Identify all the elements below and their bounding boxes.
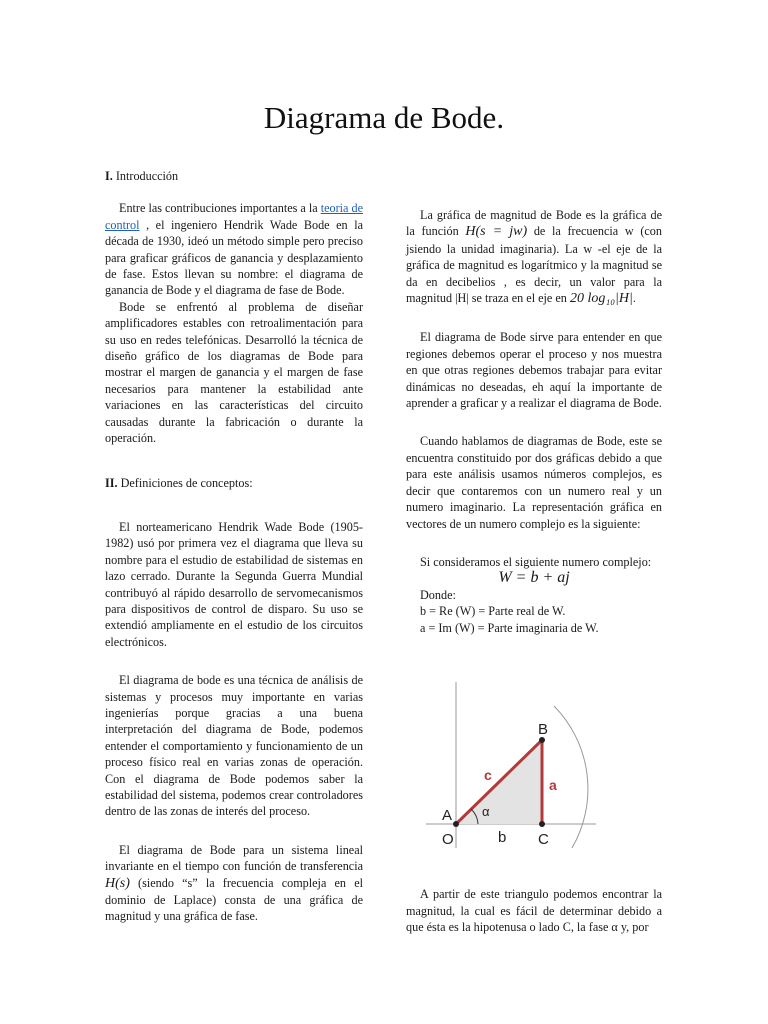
hjw-math: H(s = jw) — [465, 224, 528, 240]
label-c: c — [484, 767, 492, 783]
transfer-function-math: H(s) — [105, 875, 130, 891]
label-b: b — [498, 829, 507, 846]
paragraph-magnitud: La gráfica de magnitud de Bode es la gráfica de la función H(s = jw) de la frecuencia w (con jsiendo la unidad imaginaria). La w -el eje de la gráfica de magnitud es logarítmico y la magnitud se da en decibelios , es decir, un valor para la magnitud |H| se traza en el eje en 20 log₁₀|H|. — [406, 208, 662, 307]
paragraph-complejos: Cuando hablamos de diagramas de Bode, este se encuentra constituido por dos gráficas debido a que para este análisis usamos números complejos, es decir que contaremos con un numero real y un numero imaginario. La representación gráfica en vectores de un numero complejo es la siguiente: — [406, 434, 662, 531]
point-c — [539, 821, 545, 827]
label-O: O — [442, 831, 454, 848]
point-a — [453, 821, 459, 827]
label-C: C — [538, 831, 549, 848]
paragraph-sistema-lineal: El diagrama de Bode para un sistema lineal invariante en el tiempo con función de transferencia H(s) (siendo “s” la frecuencia compleja en el dominio de Laplace) consta de una gráfica de magnitud y una gráfica de fase. — [105, 842, 363, 924]
label-B: B — [538, 721, 549, 738]
paragraph-sirve: El diagrama de Bode sirve para entender en que regiones debemos operar el proceso y nos muestra en que otras regiones debemos trabajar para evitar dinámicas no deseadas, eh aquí la importante de aprender a graficar y a realizar el diagrama de Bode. — [406, 330, 662, 411]
section-number: II. — [105, 475, 118, 490]
section-heading-definiciones — [105, 475, 363, 491]
def-b: b = Re (W) = Parte real de W. — [420, 604, 566, 619]
paragraph-norteamericano: El norteamericano Hendrik Wade Bode (1905-1982) usó por primera vez el diagrama que lleva su nombre para el estudio de estabilidad de sistemas en lazo cerrado. Durante la Segunda Guerra Mundial contribuyó al rápido desarrollo de servomecanismos para dispositivos de control de disparo. Su uso se extendió ampliamente en el estudio de los circuitos electrónicos. — [105, 519, 363, 649]
def-a: a = Im (W) = Parte imaginaria de W. — [420, 620, 599, 635]
section-heading-introduccion — [105, 168, 363, 184]
left-column — [105, 168, 363, 925]
label-alpha: α — [482, 804, 490, 819]
right-column — [406, 207, 662, 636]
complex-equation: W = b + aj — [498, 569, 570, 587]
paragraph-triangulo: A partir de este triangulo podemos encontrar la magnitud, la cual es fácil de determinar debido a que ésta es la hipotenusa o lado C, la fase α y, por — [406, 887, 662, 934]
label-a: a — [549, 777, 557, 793]
label-A: A — [442, 807, 453, 824]
paragraph-tecnica: El diagrama de bode es una técnica de análisis de sistemas y procesos muy importante en varias ingenierías porque gracias a una buena interpretación del diagrama de Bode, podemos entender el comportamiento y funcionamiento de un proceso físico real en varias zonas de operación. Con el diagrama de Bode podemos saber la estabilidad del sistema, podemos crear controladores dentro de las zonas de interés del proceso. — [105, 673, 363, 819]
arc-line — [554, 706, 588, 848]
paragraph-bode-problem: Bode se enfrentó al problema de diseñar amplificadores estables con retroalimentación para su uso en redes telefónicas. Desarrolló la técnica de diseño gráfico de los diagramas de Bode para mostrar el margen de ganancia y el margen de fase necesarios para mantener la estabilidad ante variaciones en las características del circuito causadas durante la fabricación o durante la operación. — [105, 299, 363, 446]
donde-label: Donde: — [420, 587, 456, 602]
eq-intro: Si consideramos el siguiente numero complejo: — [420, 554, 652, 569]
section-title: Introducción — [112, 169, 179, 183]
log-magnitude-math: 20 log₁₀|H| — [569, 291, 633, 307]
teoria-de-control-link[interactable]: teoria de control — [105, 201, 364, 232]
section-number: I. — [105, 169, 113, 183]
paragraph-intro: Entre las contribuciones importantes a la teoria de control , el ingeniero Hendrik Wade Bode en la década de 1930, ideó un método simple pero preciso para graficar gráficos de ganancia y desplazamiento de fase. Estos llevan su nombre: el diagrama de ganancia de Bode y el diagrama de fase de Bode. — [105, 201, 364, 298]
triangle-figure — [426, 678, 596, 850]
page-title: Diagrama de Bode. — [263, 100, 505, 135]
section-title: Definiciones de conceptos: — [117, 475, 253, 490]
